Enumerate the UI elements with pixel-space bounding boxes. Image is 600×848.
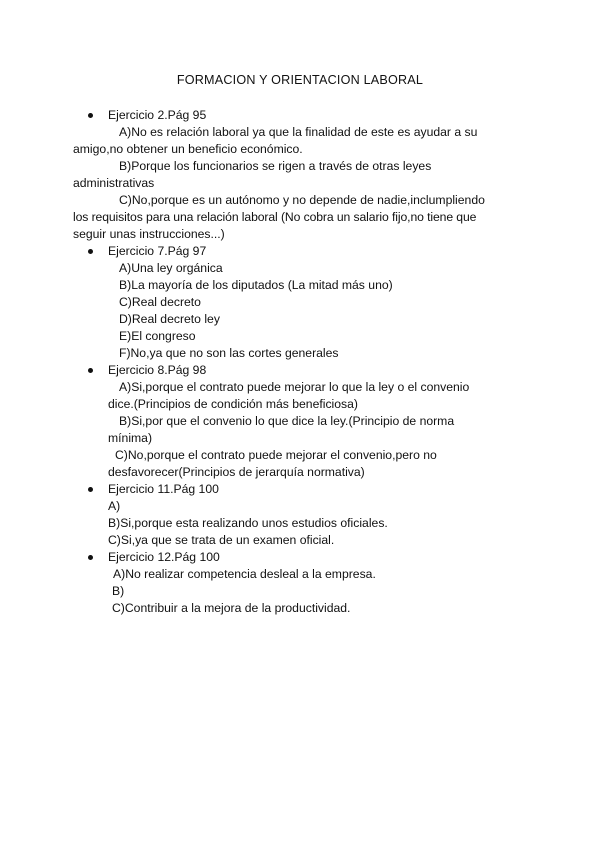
answer-line: B)Si,por que el convenio lo que dice la ley.(Principio de norma xyxy=(119,414,455,428)
answer-line: desfavorecer(Principios de jerarquía normativa) xyxy=(108,465,365,479)
answer-line: D)Real decreto ley xyxy=(119,312,220,326)
answer-line: F)No,ya que no son las cortes generales xyxy=(119,346,339,360)
answer-line: C)Contribuir a la mejora de la productividad. xyxy=(112,601,351,615)
exercise-block xyxy=(0,107,600,243)
answer-line: C)Real decreto xyxy=(119,295,201,309)
exercise-heading-text: Ejercicio 12.Pág 100 xyxy=(108,550,220,564)
exercise-block xyxy=(0,481,600,549)
exercise-heading xyxy=(0,362,600,379)
exercise-heading xyxy=(0,549,600,566)
exercise-heading xyxy=(0,107,600,124)
answer-line: amigo,no obtener un beneficio económico. xyxy=(73,142,303,156)
exercise-heading-text: Ejercicio 8.Pág 98 xyxy=(108,363,207,377)
answer-line: mínima) xyxy=(108,431,153,445)
answer-line: A)No realizar competencia desleal a la empresa. xyxy=(113,567,376,581)
answer-line: A) xyxy=(108,499,121,513)
answer-line: B)Porque los funcionarios se rigen a través de otras leyes xyxy=(119,159,432,173)
answer-line: B) xyxy=(112,584,125,598)
exercise-block xyxy=(0,243,600,362)
bullet-icon xyxy=(88,368,93,373)
answer-line: C)Si,ya que se trata de un examen oficial. xyxy=(108,533,335,547)
exercise-block xyxy=(0,362,600,481)
answer-line: A)Una ley orgánica xyxy=(119,261,223,275)
answer-line: E)El congreso xyxy=(119,329,196,343)
exercise-heading-text: Ejercicio 2.Pág 95 xyxy=(108,108,207,122)
answer-line: A)No es relación laboral ya que la finalidad de este es ayudar a su xyxy=(119,125,478,139)
answer-line: administrativas xyxy=(73,176,155,190)
bullet-icon xyxy=(88,113,93,118)
answer-line: C)No,porque el contrato puede mejorar el convenio,pero no xyxy=(115,448,437,462)
exercise-heading-text: Ejercicio 11.Pág 100 xyxy=(108,482,219,496)
answer-line: dice.(Principios de condición más beneficiosa) xyxy=(108,397,358,411)
answer-line: A)Si,porque el contrato puede mejorar lo que la ley o el convenio xyxy=(119,380,470,394)
answer-line: B)Si,porque esta realizando unos estudios oficiales. xyxy=(108,516,388,530)
exercise-heading xyxy=(0,243,600,260)
exercise-heading xyxy=(0,481,600,498)
answer-line: B)La mayoría de los diputados (La mitad más uno) xyxy=(119,278,393,292)
exercise-list xyxy=(0,107,600,617)
answer-line: seguir unas instrucciones...) xyxy=(73,227,225,241)
bullet-icon xyxy=(88,555,93,560)
bullet-icon xyxy=(88,487,93,492)
answer-line: los requisitos para una relación laboral (No cobra un salario fijo,no tiene que xyxy=(73,210,477,224)
document-title: FORMACION Y ORIENTACION LABORAL xyxy=(176,73,424,87)
answer-line: C)No,porque es un autónomo y no depende de nadie,inclumpliendo xyxy=(119,193,485,207)
exercise-heading-text: Ejercicio 7.Pág 97 xyxy=(108,244,207,258)
bullet-icon xyxy=(88,249,93,254)
exercise-block xyxy=(0,549,600,617)
